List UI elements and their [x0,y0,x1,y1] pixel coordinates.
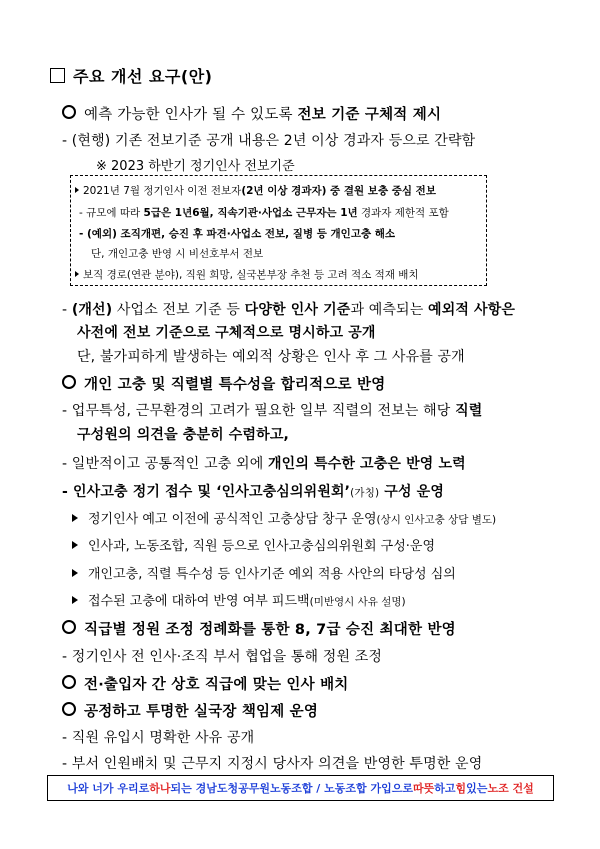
section-2-item-1-line-2: 구성원의 의견을 충분히 수렴하고, [77,427,289,443]
criteria-box [70,175,487,286]
section-4-heading: 전·출입자 간 상호 직급에 맞는 인사 배치 [62,673,349,694]
circle-bullet-icon [62,105,76,119]
section-2-sub-3: 개인고충, 직렬 특수성 등 인사기준 예외 적용 사안의 타당성 심의 [72,563,456,582]
checkbox-square-icon [50,68,65,83]
section-1-improve: - (개선) 사업소 전보 기준 등 다양한 인사 기준과 예측되는 예외적 사항은 [62,302,516,318]
circle-bullet-icon [62,375,76,389]
circle-bullet-icon [62,620,76,634]
triangle-bullet-icon [75,271,79,277]
section-2-item-1: - 업무특성, 근무환경의 고려가 필요한 일부 직렬의 전보는 해당 직렬 [62,403,483,419]
union-slogan-banner: 나와 너가 우리로 하나 되는 경남도청공무원노동조합 / 노동조합 가입으로 따뜻 하고 힘 있는 노조 건설 [47,775,554,801]
section-5-item-2: - 부서 인원배치 및 근무지 지정시 당사자 의견을 반영한 투명한 운영 [62,756,483,772]
section-2-heading: 개인 고충 및 직렬별 특수성을 합리적으로 반영 [62,373,385,394]
box-line-4: 단, 개인고충 반영 시 비선호부서 전보 [91,248,264,260]
section-1-improve-line-3: 단, 불가피하게 발생하는 예외적 상황은 인사 후 그 사유를 공개 [77,349,465,365]
circle-bullet-icon [62,702,76,716]
triangle-bullet-icon [72,596,78,604]
box-line-3: - (예외) 조직개편, 승진 후 파견·사업소 전보, 질병 등 개인고충 해소 [79,228,396,240]
section-2-item-2: - 일반적이고 공통적인 고충 외에 개인의 특수한 고충은 반영 노력 [62,456,466,472]
section-3-item-1: - 정기인사 전 인사·조직 부서 협업을 통해 정원 조정 [62,649,383,665]
section-2-sub-1: 정기인사 예고 이전에 공식적인 고충상담 창구 운영(상시 인사고충 상담 별도) [72,508,496,527]
section-1-improve-line-2: 사전에 전보 기준으로 구체적으로 명시하고 공개 [77,325,376,341]
circle-bullet-icon [62,675,76,689]
section-1-current: - (현행) 기존 전보기준 공개 내용은 2년 이상 경과자 등으로 간략함 [62,133,476,149]
box-line-2: - 규모에 따라 5급은 1년6월, 직속기관·사업소 근무자는 1년 경과자 제한적 포함 [79,207,449,219]
section-2-sub-2: 인사과, 노동조합, 직원 등으로 인사고충심의위원회 구성·운영 [72,535,435,554]
section-2-sub-4: 접수된 고충에 대하여 반영 여부 피드백(미반영시 사유 설명) [72,590,406,609]
triangle-bullet-icon [72,514,78,522]
box-line-5: 보직 경로(연관 분야), 직원 희망, 실국본부장 추천 등 고려 적소 적재 배치 [75,267,419,282]
page-title-text: 주요 개선 요구(안) [73,67,213,86]
triangle-bullet-icon [75,187,79,193]
box-line-1: 2021년 7월 정기인사 이전 전보자(2년 이상 경과자) 중 결원 보충 중심 전보 [75,183,436,198]
section-5-item-1: - 직원 유입시 명확한 사유 공개 [62,730,255,746]
section-3-heading: 직급별 정원 조정 정례화를 통한 8, 7급 승진 최대한 반영 [62,618,456,639]
triangle-bullet-icon [72,541,78,549]
section-2-item-3: - 인사고충 정기 접수 및 ‘인사고충심의위원회’(가칭) 구성 운영 [62,484,444,500]
triangle-bullet-icon [72,569,78,577]
section-1-heading: 예측 가능한 인사가 될 수 있도록 전보 기준 구체적 제시 [62,103,441,124]
section-5-heading: 공정하고 투명한 실국장 책임제 운영 [62,700,318,721]
section-1-note: ※ 2023 하반기 정기인사 전보기준 [96,159,295,174]
page-title [50,64,212,87]
